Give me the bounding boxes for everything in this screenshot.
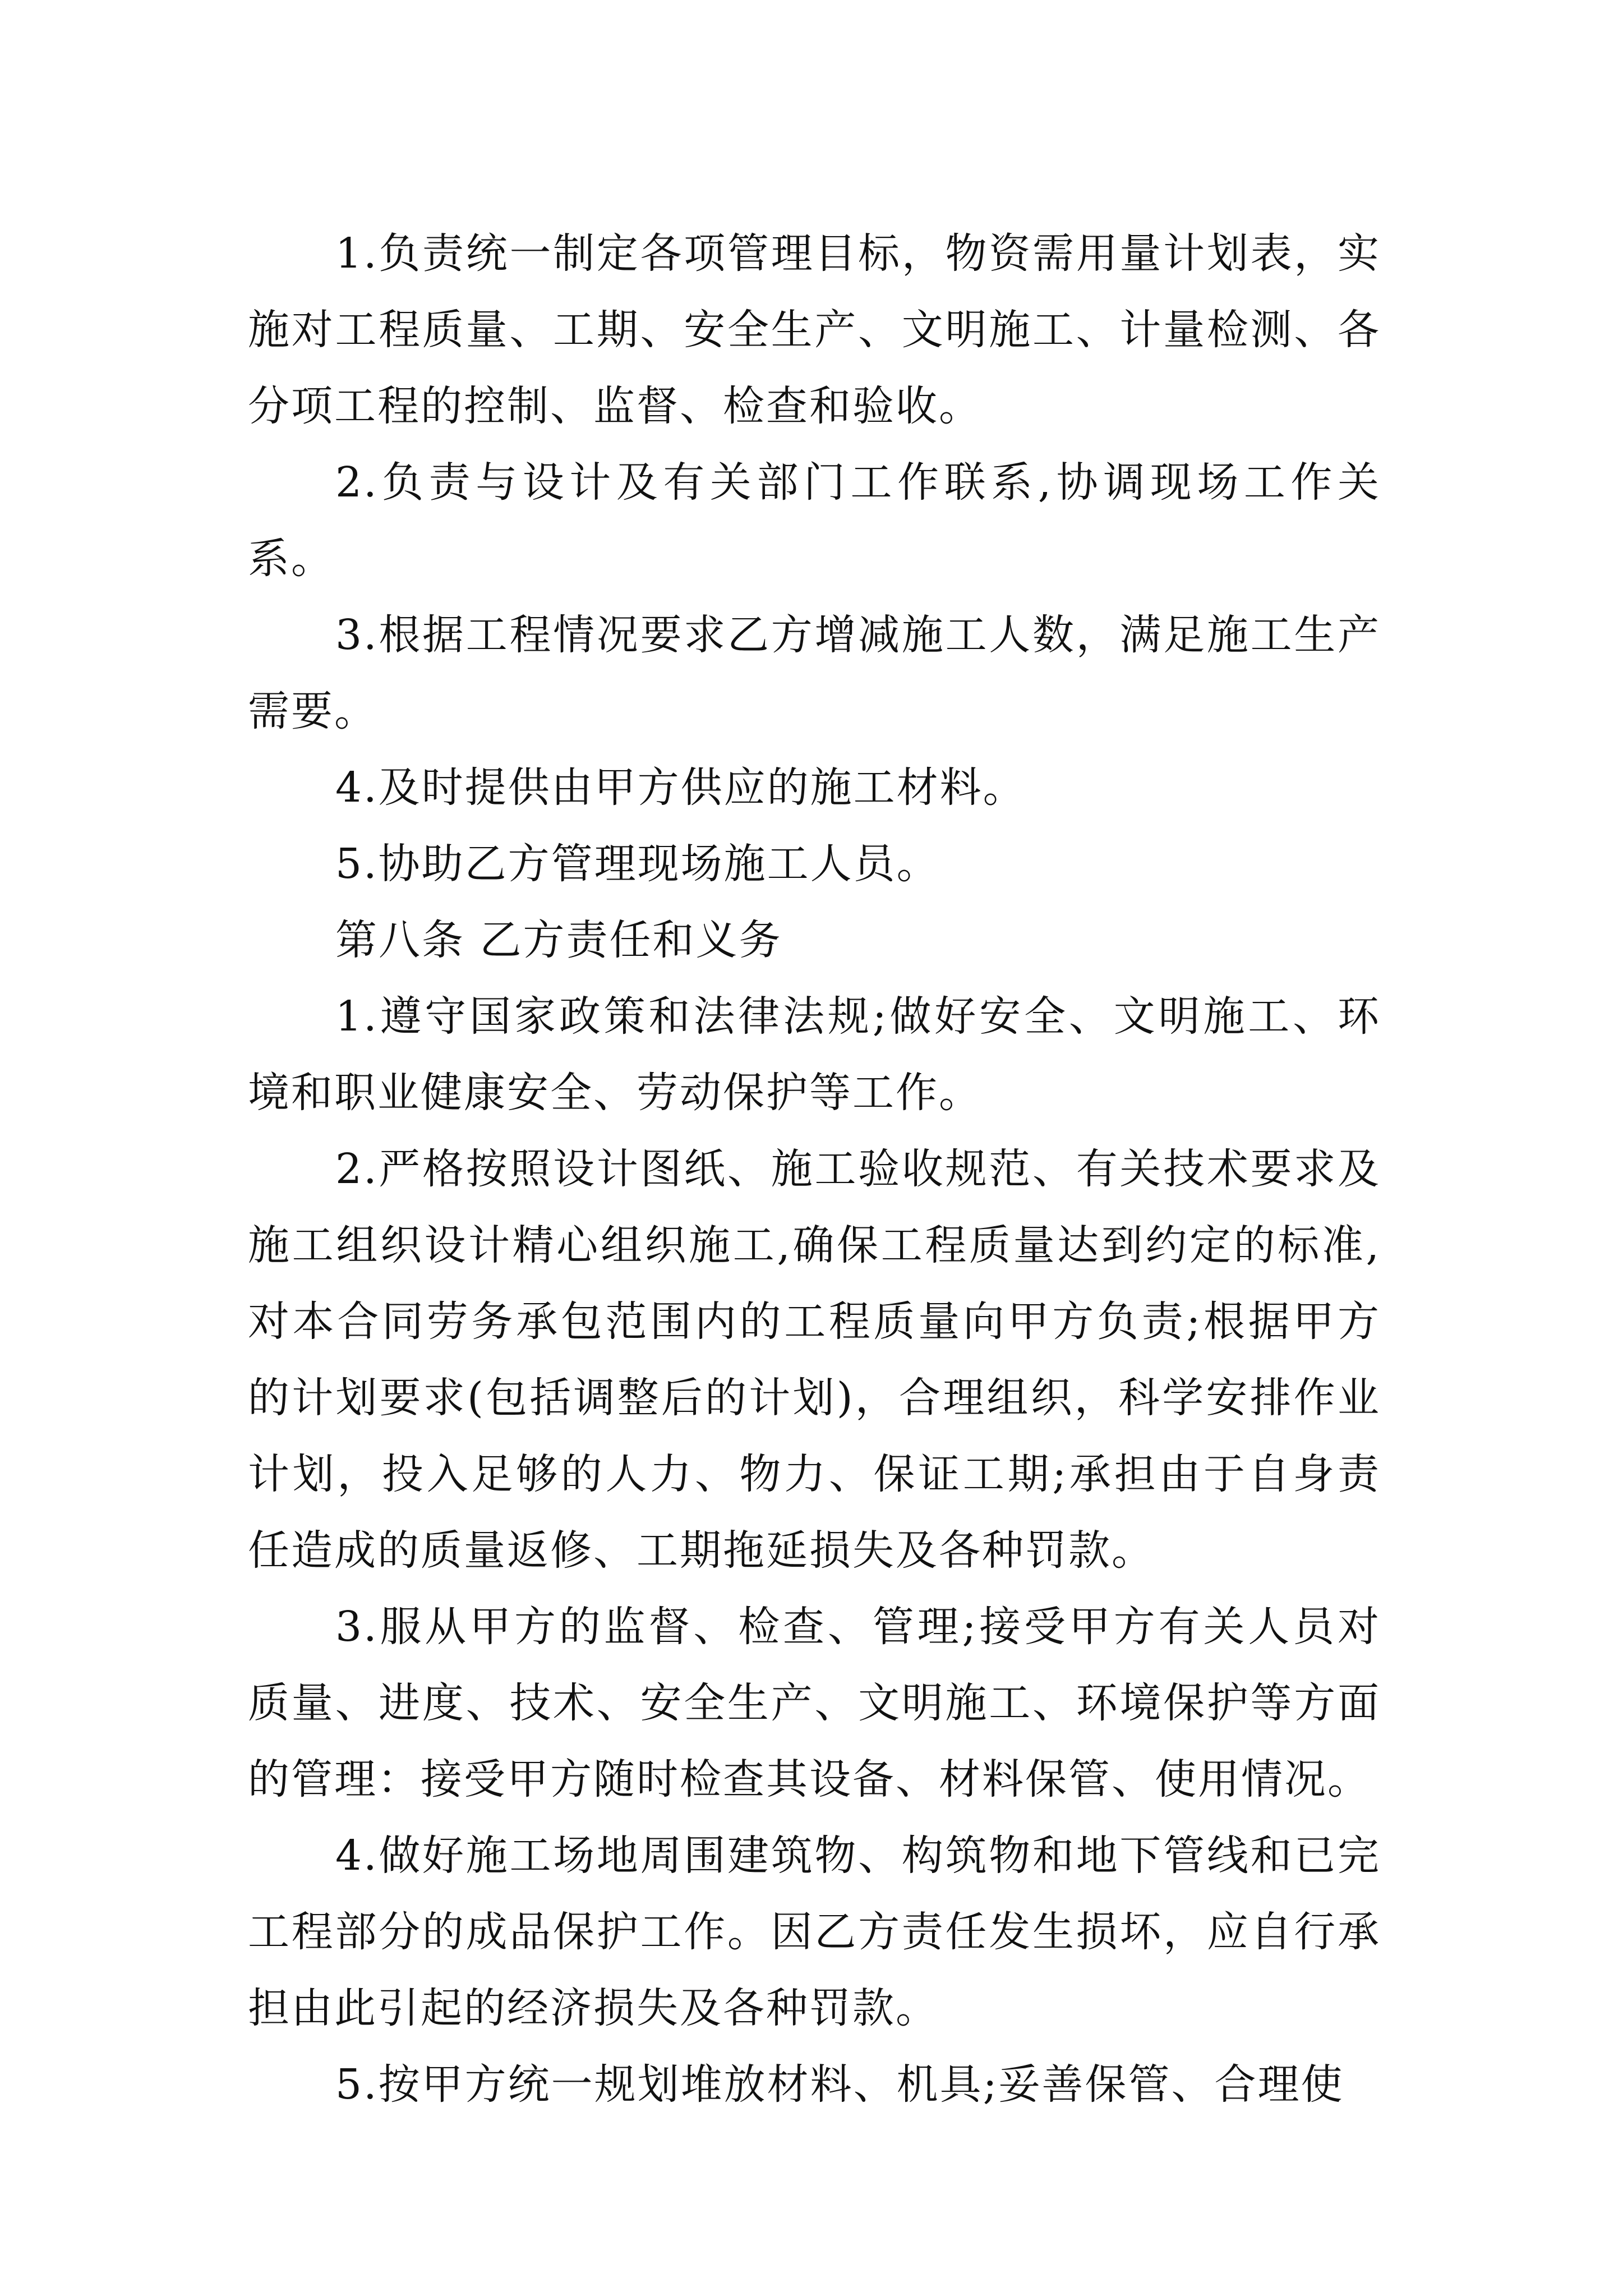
section-paragraph-4: 4.做好施工场地周围建筑物、构筑物和地下管线和已完工程部分的成品保护工作。因乙方责任发生损坏，应自行承担由此引起的经济损失及各种罚款。 bbox=[248, 1832, 1381, 2032]
document-body bbox=[248, 215, 1381, 2123]
section-paragraph-2: 2.严格按照设计图纸、施工验收规范、有关技术要求及施工组织设计精心组织施工,确保工程质量达到约定的标准,对本合同劳务承包范围内的工程质量向甲方负责;根据甲方的计划要求(包括调整后的计划)，合理组织，科学安排作业计划，投入足够的人力、物力、保证工期;承担由于自身责任造成的质量返修、工期拖延损失及各种罚款。 bbox=[248, 1145, 1381, 1575]
section-paragraph-1: 1.遵守国家政策和法律法规;做好安全、文明施工、环境和职业健康安全、劳动保护等工作。 bbox=[248, 992, 1381, 1117]
paragraph-2: 2.负责与设计及有关部门工作联系,协调现场工作关系。 bbox=[248, 458, 1381, 583]
paragraph-5: 5.协助乙方管理现场施工人员。 bbox=[335, 840, 940, 888]
paragraph-3: 3.根据工程情况要求乙方增减施工人数，满足施工生产需要。 bbox=[248, 611, 1381, 735]
section-paragraph-5: 5.按甲方统一规划堆放材料、机具;妥善保管、合理使 bbox=[335, 2060, 1344, 2109]
paragraph-1: 1.负责统一制定各项管理目标，物资需用量计划表，实施对工程质量、工期、安全生产、文明施工、计量检测、各分项工程的控制、监督、检查和验收。 bbox=[248, 229, 1381, 430]
paragraph-4: 4.及时提供由甲方供应的施工材料。 bbox=[335, 763, 1026, 812]
section-heading: 第八条 乙方责任和义务 bbox=[335, 916, 782, 964]
section-paragraph-3: 3.服从甲方的监督、检查、管理;接受甲方有关人员对质量、进度、技术、安全生产、文明施工、环境保护等方面的管理：接受甲方随时检查其设备、材料保管、使用情况。 bbox=[248, 1603, 1381, 1803]
